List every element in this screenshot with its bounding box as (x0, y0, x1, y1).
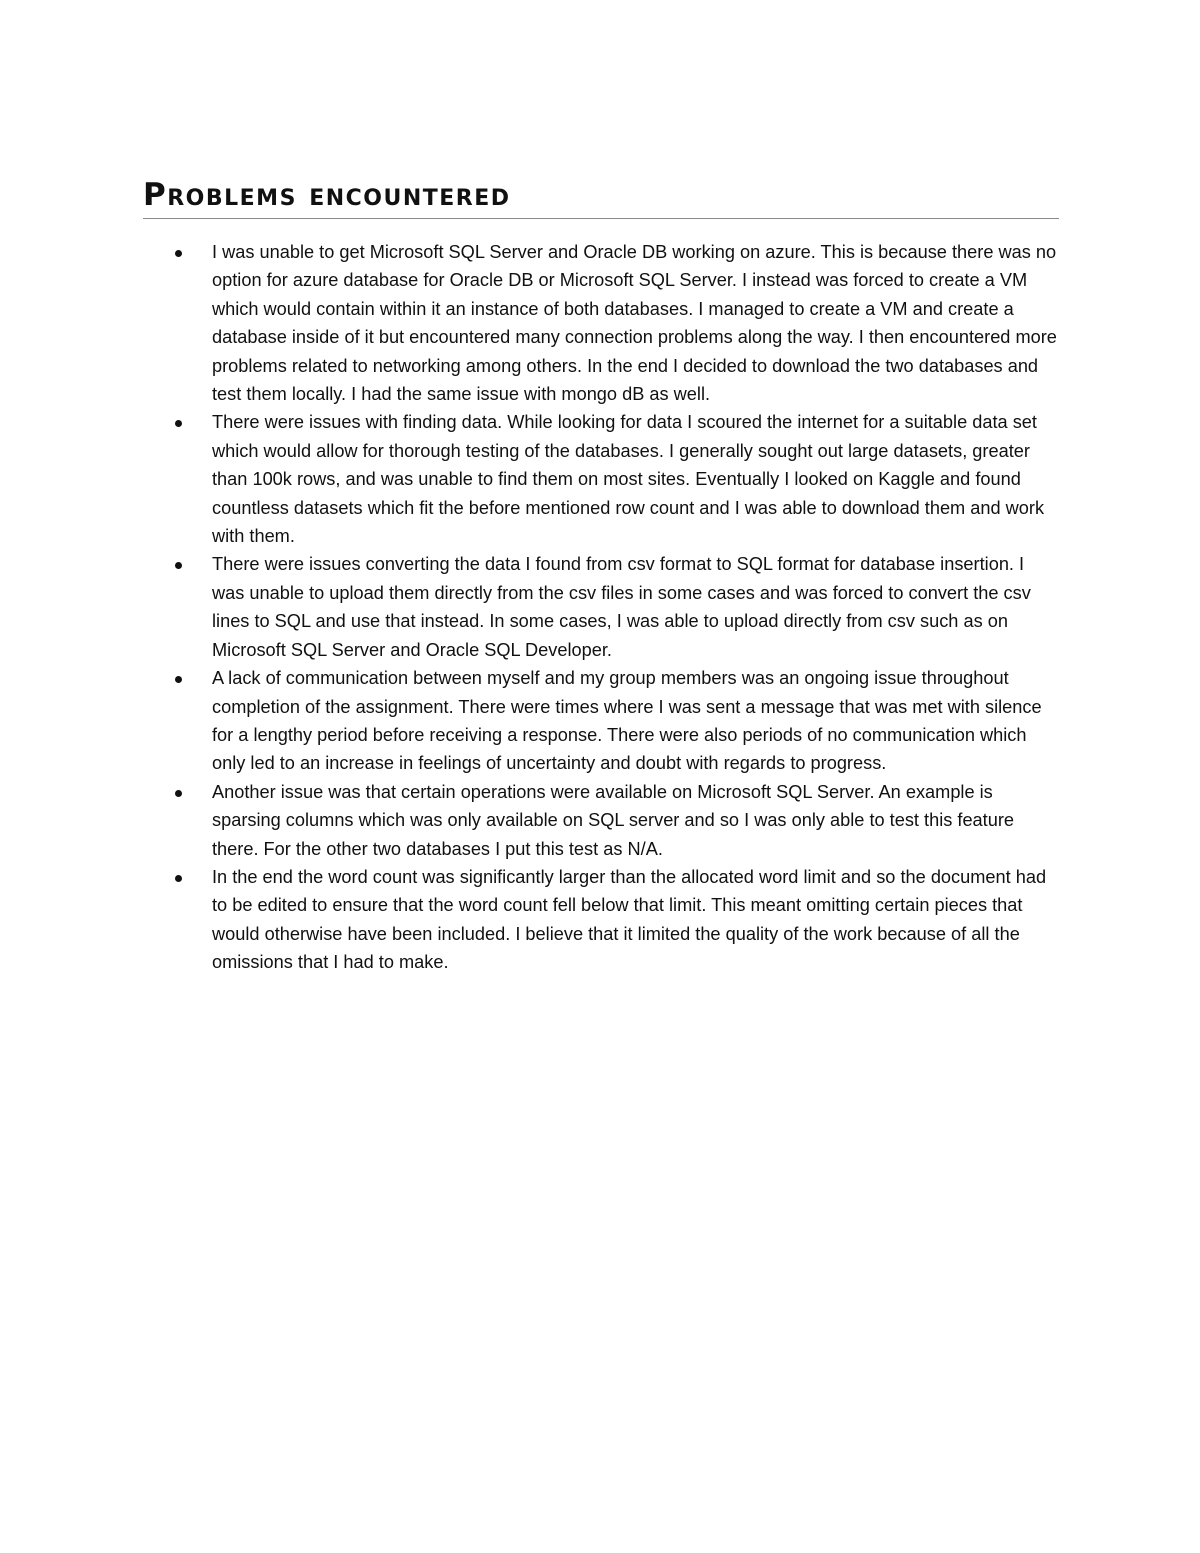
list-item (143, 238, 1061, 408)
section-heading: Problems encountered (143, 176, 1059, 219)
list-item (143, 550, 1061, 664)
bullet-icon (175, 790, 182, 797)
bullet-icon (175, 676, 182, 683)
list-item-text: There were issues converting the data I found from csv format to SQL format for database insertion. I was unable to upload them directly from the csv files in some cases and was forced to convert the csv lines to SQL and use that instead. In some cases, I was able to upload directly from csv such as on Microsoft SQL Server and Oracle SQL Developer. (212, 554, 1031, 660)
list-item-text: A lack of communication between myself and my group members was an ongoing issue throughout completion of the assignment. There were times where I was sent a message that was met with silence for a lengthy period before receiving a response. There were also periods of no communication which only led to an increase in feelings of uncertainty and doubt with regards to progress. (212, 668, 1042, 774)
list-item (143, 408, 1061, 550)
bullet-icon (175, 420, 182, 427)
list-item-text: Another issue was that certain operations were available on Microsoft SQL Server. An example is sparsing columns which was only available on SQL server and so I was only able to test this feature there. For the other two databases I put this test as N/A. (212, 781, 1015, 859)
list-item-text: In the end the word count was significantly larger than the allocated word limit and so the document had to be edited to ensure that the word count fell below that limit. This meant omitting certain pieces that would otherwise have been included. I believe that it limited the quality of the work because of all the omissions that I had to make. (212, 866, 1047, 973)
list-item (143, 778, 1061, 863)
list-item (143, 863, 1061, 977)
problems-list (143, 238, 1061, 977)
bullet-icon (175, 875, 182, 882)
list-item-text: I was unable to get Microsoft SQL Server and Oracle DB working on azure. This is because there was no option for azure database for Oracle DB or Microsoft SQL Server. I instead was forced to create a VM which would contain within it an instance of both databases. I managed to create a VM and create a database inside of it but encountered many connection problems along the way. I then encountered more problems related to networking among others. In the end I decided to download the two databases and test them locally. I had the same issue with mongo dB as well. (212, 242, 1057, 405)
list-item-text: There were issues with finding data. While looking for data I scoured the internet for a suitable data set which would allow for thorough testing of the databases. I generally sought out large datasets, greater than 100k rows, and was unable to find them on most sites. Eventually I looked on Kaggle and found countless datasets which fit the before mentioned row count and I was able to download them and work with them. (212, 412, 1045, 547)
bullet-icon (175, 562, 182, 569)
bullet-icon (175, 250, 182, 257)
list-item (143, 664, 1061, 778)
